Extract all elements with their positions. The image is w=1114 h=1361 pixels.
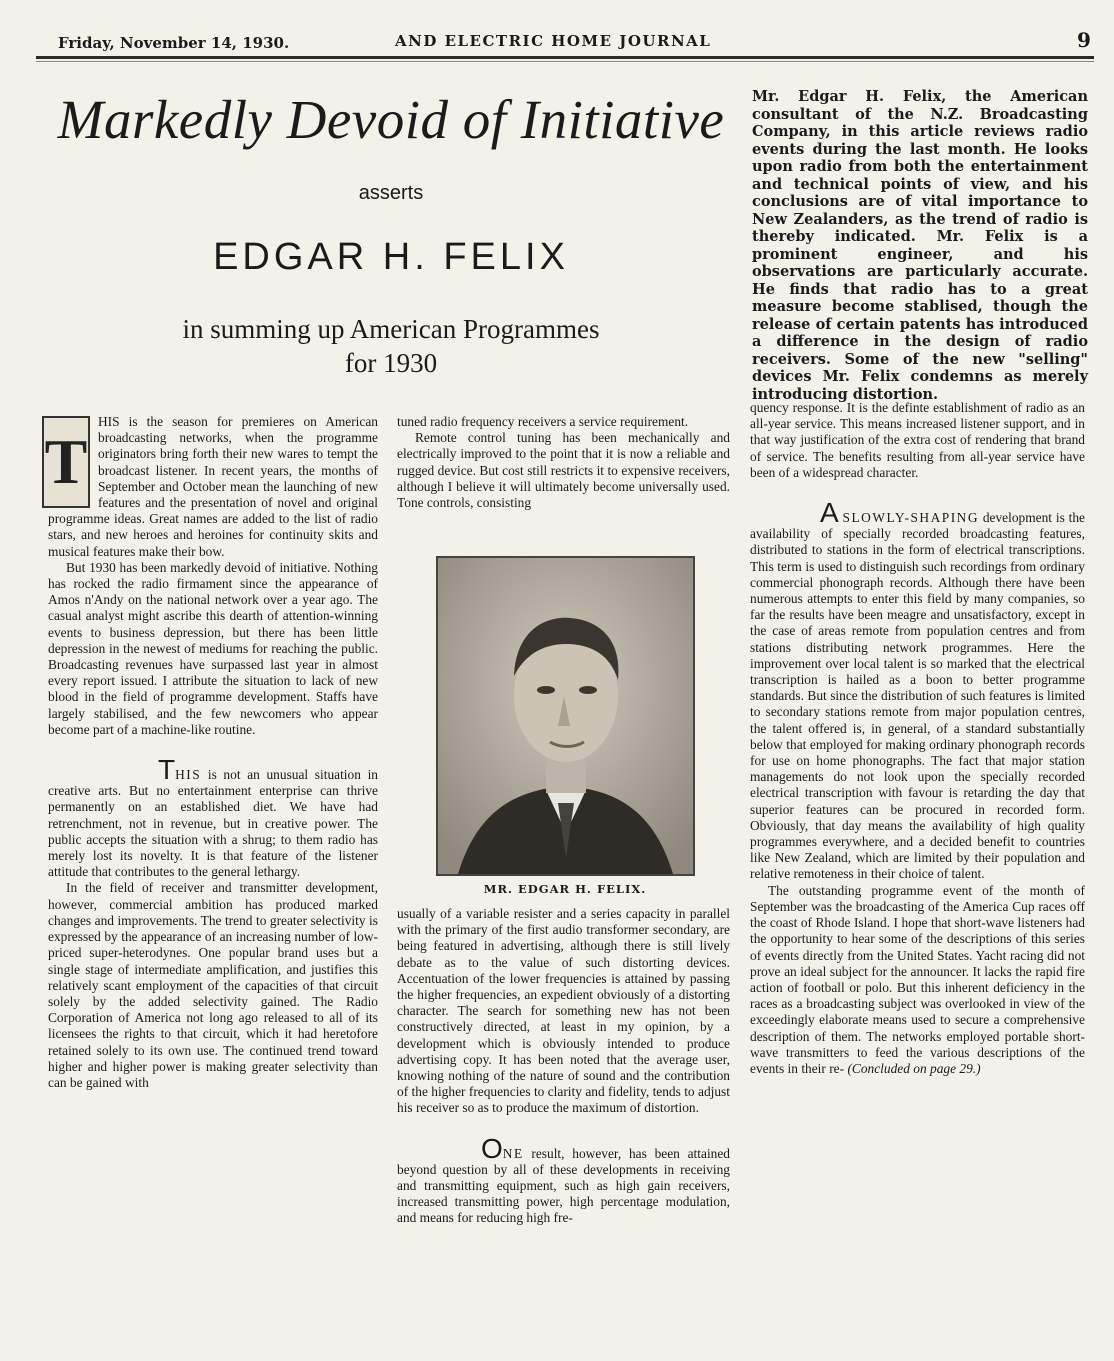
article-column-2-bottom [397,906,730,1227]
dropcap-letter: T [42,416,90,508]
paragraph-text: development is the availability of specially recorded broadcasting features, distributed to stations in the form of electrical transcriptions. This term is used to distinguish such recordings from ordinary commercial phonograph records. Although there have been numerous attempts to enter this field by many companies, so far the results have been meagre and unsatisfactory, except in the case of areas remote from population centres and from stations distributing network programmes. Here the improvement over local talent is so marked that the electrical transcription is hailed as a boon to better programme standards. But since the distribution of such features is limited to secondary stations remote from major population centres, the talent offered is, in general, of a standard substantially below that employed for making ordinary phonograph records for use on home phonographs. The fact that major station managements do not look upon the specially recorded electrical transcription with favour is retarding the day that superior features can be procured in recorded form. Obviously, that day means the availability of high quality programmes everywhere, and a decided benefit to countries like New Zealand, which are limited by their population and relative remoteness in their choice of talent. [750,510,1085,882]
paragraph [44,414,378,560]
article-column-3 [750,400,1085,1077]
header-rule-thin [36,61,1094,62]
paragraph-text: is not an unusual situation in creative arts. But no entertainment enterprise can thrive permanently on an established diet. We have had retrenchment, not in revenue, but in creative power. The public accepts the situation with a shrug; to them radio has merely lost its novelty. It is that feature of the listener attitude that contributes to the general lethargy. [48,767,378,880]
page-number: 9 [1077,28,1091,52]
paragraph [48,754,378,880]
section-lead: NE [502,1145,524,1161]
paragraph [750,883,1085,1077]
subtitle-line-2: for 1930 [344,348,438,378]
section-initial: O [481,1132,503,1164]
paragraph: In the field of receiver and transmitter development, however, commercial ambition has produced marked changes and improvements. The trend to greater selectivity is expressed by the appearance of an increasing number of low-priced super-heterodynes. One popular brand uses but a single stage of intermediate amplification, and justifies this relatively scant employment of the capacities of that circuit solely by the added selectivity gained. The Radio Corporation of America not long ago released to all of its licensees the rights to that circuit, which it had heretofore retained solely to its own use. The continued trend toward higher and higher power is making greater selectivity than can be gained with [48,880,378,1090]
paragraph: tuned radio frequency receivers a service requirement. [397,414,689,429]
continued-note: (Concluded on page 29.) [847,1060,981,1076]
section-initial: A [820,497,839,529]
paragraph-text: HIS is the season for premieres on American broadcasting networks, when the programme originators bring forth their new wares to tempt the broadcast listener. In recent years, the months of September and October mean the launching of new features and the presentation of novel and original programme ideas. Great names are added to the list of radio stars, and new heroes and heroines for continuity skits and musical features make their bow. [48,414,378,559]
article-column-2-top [397,414,730,511]
paragraph: But 1930 has been markedly devoid of initiative. Nothing has rocked the radio firmament since the appearance of Amos n'Andy on the national network over a year ago. The casual analyst might ascribe this dearth of attention-winning events to business depression, but there has been little depression in the newest of mediums for reaching the public. Broadcasting revenues have surpassed last year in almost every report issued. I attribute the situation to lack of new blood in the field of programme development. Staffs have largely stabilised, and the few newcomers who appear become part of a machine-like routine. [48,559,378,737]
section-initial: T [158,754,176,786]
paragraph: usually of a variable resister and a series capacity in parallel with the primary of the first audio transformer secondary, are being featured in advertising, although there is still lively debate as to the value of such distorting devices. Accentuation of the lower frequencies is attained by passing the higher frequencies, an expedient obviously of a distorting character. The search for something new has not been constructively directed, at least in my opinion, by a development which is obviously intended to produce advertising copy. It has been noted that the average user, knowing nothing of the nature of sound and the contribution of the higher frequencies to clarity and fidelity, tends to adjust his receiver so as to produce the maximum of distortion. [397,906,730,1116]
author-portrait-photo [436,556,695,876]
paragraph [750,497,1085,883]
subtitle-line-1: in summing up American Programmes [182,314,600,344]
publication-name: AND ELECTRIC HOME JOURNAL [395,32,712,50]
article-column-1 [44,414,378,1091]
headline-subtitle [46,312,736,380]
paragraph [397,1132,730,1227]
section-lead: SLOWLY-SHAPING [842,510,979,526]
section-lead: HIS [175,767,202,783]
headline-asserts: asserts [358,182,424,204]
intro-paragraph: Mr. Edgar H. Felix, the American consultant of the N.Z. Broadcasting Company, in this article reviews radio events during the last month. He looks upon radio from both the entertainment and technical points of view, and his conclusions are of vital importance to New Zealanders, as the trend of radio is thereby indicated. Mr. Felix is a prominent engineer, and his observations are particularly accurate. He finds that radio has to a great measure become stablised, though the release of certain patents has introduced a difference in the design of radio receivers. Some of the new "selling" devices Mr. Felix condemns as merely introducing distortion. [752,88,1088,403]
photo-caption: MR. EDGAR H. FELIX. [483,882,647,896]
paragraph: Remote control tuning has been mechanically and electrically improved to the point that it is now a reliable and rugged device. But cost still restricts it to expensive receivers, although I believe it will ultimately become universally used. Tone controls, consisting [397,430,730,511]
header-rule [36,56,1094,59]
paragraph-text: result, however, has been attained beyond question by all of these developments in receiving and transmitting equipment, such as high gain receivers, increased transmitting power, high percentage modulation, and means for reducing high fre- [397,1145,730,1226]
headline-author: EDGAR H. FELIX [213,236,569,278]
portrait-illustration [438,558,693,874]
paragraph-text: The outstanding programme event of the month of September was the broadcasting of the America Cup races off the coast of Rhode Island. I hope that short-wave listeners had the opportunity to hear some of the descriptions of this series of events directly from the United States. Yacht racing did not prove an ideal subject for the announcer. It lacks the rapid fire action of football or polo. But this inherent deficiency in the races as a broadcasting subject was overlooked in view of the exceedingly elaborate means used to secure a comprehensive description of them. The networks employed portable short-wave transmitters to feed the various descriptions of the events in their re- [750,882,1085,1076]
headline-title: Markedly Devoid of Initiative [57,89,725,150]
paragraph: quency response. It is the definte establishment of radio as an all-year service. This means increased listener support, and in that way justification of the extra cost of rendering that brand of service. The benefits resulting from all-year service have been of a widespread character. [750,400,1085,480]
issue-date: Friday, November 14, 1930. [58,34,290,52]
